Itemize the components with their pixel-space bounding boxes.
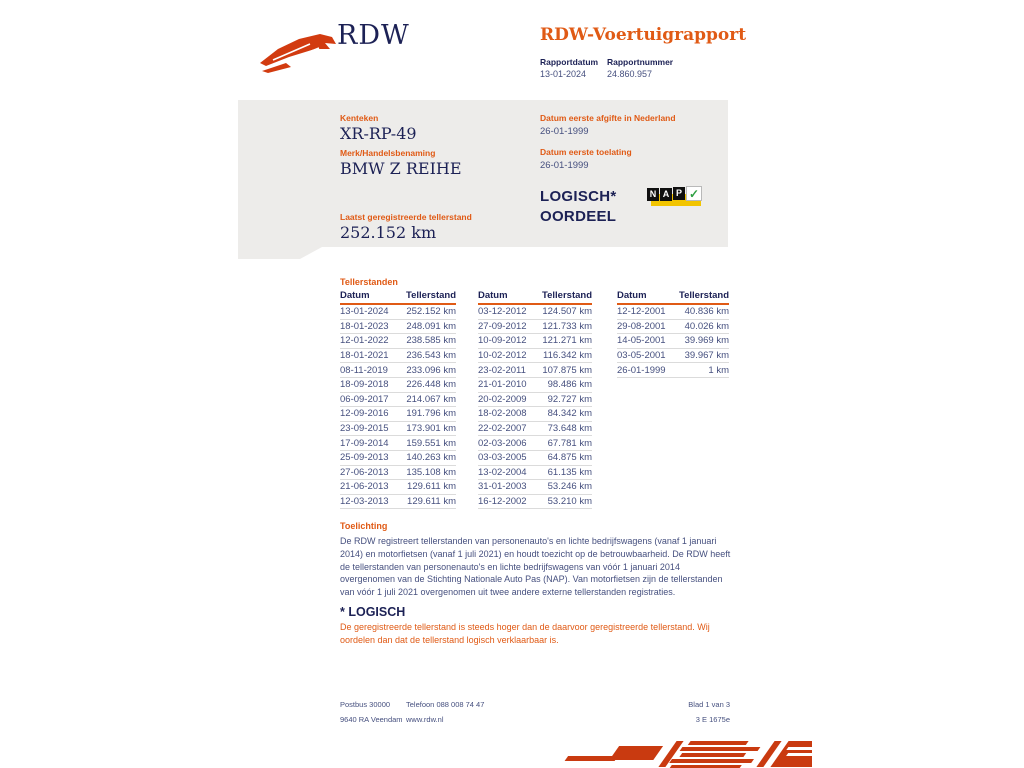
table-row <box>478 320 592 335</box>
footer-page-number: Blad 1 van 3 <box>688 700 730 709</box>
table-row <box>617 334 729 349</box>
toelichting-body: De RDW registreert tellerstanden van personenauto's en lichte bedrijfswagens (vanaf 1 januari 2014) en motorfietsen (vanaf 1 juli 2021) en houdt toezicht op de betrouwbaarheid. De RDW heeft de tellerstanden van personenauto's en lichte bedrijfswagens van vóór 1 januari 2014 overgenomen van de Stichting Nationale Auto Pas (NAP). Van motorfietsen zijn de tellerstanden van vóór 1 juli 2021 overgenomen uit twee andere externe tellerstanden registraties. <box>340 536 731 598</box>
table-row <box>340 436 456 451</box>
datum-column-header: Datum <box>478 290 508 301</box>
datum-cell: 06-09-2017 <box>340 393 389 405</box>
datum-cell: 18-01-2023 <box>340 320 389 332</box>
table-row <box>340 363 456 378</box>
tellerstand-cell: 191.796 km <box>406 408 456 420</box>
datum-cell: 20-02-2009 <box>478 393 527 405</box>
table-row <box>478 305 592 320</box>
datum-cell: 26-01-1999 <box>617 364 666 376</box>
tellerstand-cell: 233.096 km <box>406 364 456 376</box>
tellerstand-cell: 135.108 km <box>406 466 456 478</box>
table-row <box>340 378 456 393</box>
datum-cell: 18-09-2018 <box>340 379 389 391</box>
tellerstand-label: Laatst geregistreerde tellerstand <box>340 212 472 222</box>
table-row <box>478 363 592 378</box>
datum-column-header: Datum <box>617 290 647 301</box>
report-number-label: Rapportnummer <box>607 57 674 67</box>
table-row <box>478 422 592 437</box>
datum-cell: 10-02-2012 <box>478 350 527 362</box>
tellerstand-cell: 129.611 km <box>407 496 456 508</box>
table-row <box>617 305 729 320</box>
tellerstand-column-header: Tellerstand <box>679 290 729 301</box>
table-header-row <box>478 290 592 305</box>
table-row <box>478 466 592 481</box>
decorative-stripe-pattern-icon <box>556 739 812 768</box>
afgifte-value: 26-01-1999 <box>540 126 589 137</box>
table-row <box>478 407 592 422</box>
nap-letter-a: A <box>660 188 672 201</box>
tellerstand-cell: 1 km <box>708 364 729 376</box>
tellerstand-cell: 129.611 km <box>407 481 456 493</box>
table-row <box>478 436 592 451</box>
tellerstand-cell: 214.067 km <box>406 393 456 405</box>
datum-cell: 18-02-2008 <box>478 408 527 420</box>
tellerstand-cell: 61.135 km <box>547 466 592 478</box>
datum-cell: 12-09-2016 <box>340 408 389 420</box>
table-row <box>617 320 729 335</box>
tellerstand-cell: 159.551 km <box>406 437 456 449</box>
tellerstand-cell: 98.486 km <box>547 379 592 391</box>
footer-address-line1: Postbus 30000 <box>340 700 391 709</box>
toelating-value: 26-01-1999 <box>540 160 589 171</box>
table-row <box>617 349 729 364</box>
tellerstand-cell: 40.836 km <box>684 306 729 318</box>
datum-column-header: Datum <box>340 290 370 301</box>
footer-phone: Telefoon 088 008 74 47 <box>406 700 485 709</box>
kenteken-value: XR-RP-49 <box>340 124 417 143</box>
tellerstand-cell: 67.781 km <box>547 437 592 449</box>
table-row <box>340 393 456 408</box>
table-row <box>617 363 729 378</box>
table-row <box>478 393 592 408</box>
table-row <box>340 320 456 335</box>
tellerstand-cell: 53.246 km <box>547 481 592 493</box>
tellerstand-column-header: Tellerstand <box>406 290 456 301</box>
datum-cell: 13-01-2024 <box>340 306 389 318</box>
tellerstand-cell: 107.875 km <box>542 364 592 376</box>
tellerstand-cell: 238.585 km <box>406 335 456 347</box>
datum-cell: 23-09-2015 <box>340 423 389 435</box>
merk-value: BMW Z REIHE <box>340 159 462 178</box>
tellerstand-cell: 252.152 km <box>406 306 456 318</box>
tellerstand-cell: 236.543 km <box>406 350 456 362</box>
datum-cell: 12-03-2013 <box>340 496 389 508</box>
tellerstand-cell: 121.271 km <box>542 335 592 347</box>
datum-cell: 03-03-2005 <box>478 452 527 464</box>
datum-cell: 25-09-2013 <box>340 452 389 464</box>
datum-cell: 18-01-2021 <box>340 350 389 362</box>
tellerstand-cell: 226.448 km <box>406 379 456 391</box>
datum-cell: 17-09-2014 <box>340 437 389 449</box>
footer-doc-code: 3 E 1675e <box>695 715 730 724</box>
table-header-row <box>617 290 729 305</box>
toelichting-heading: Toelichting <box>340 521 388 531</box>
nap-logo-icon <box>647 185 705 207</box>
datum-cell: 21-06-2013 <box>340 481 389 493</box>
datum-cell: 14-05-2001 <box>617 335 666 347</box>
table-row <box>340 305 456 320</box>
tellerstand-cell: 73.648 km <box>547 423 592 435</box>
datum-cell: 03-05-2001 <box>617 350 666 362</box>
tellerstand-value: 252.152 km <box>340 223 437 242</box>
datum-cell: 12-01-2022 <box>340 335 389 347</box>
datum-cell: 13-02-2004 <box>478 466 527 478</box>
datum-cell: 03-12-2012 <box>478 306 527 318</box>
footer-website: www.rdw.nl <box>406 715 444 724</box>
tellerstand-cell: 124.507 km <box>542 306 592 318</box>
datum-cell: 08-11-2019 <box>340 364 388 376</box>
oordeel-line2: OORDEEL <box>540 208 617 225</box>
nap-checkmark-icon: ✓ <box>686 186 702 201</box>
logisch-note: De geregistreerde tellerstand is steeds hoger dan de daarvoor geregistreerde tellerstand. Wij oordelen dan dat de tellerstand logisch verklaarbaar is. <box>340 622 710 645</box>
table-row <box>340 480 456 495</box>
datum-cell: 22-02-2007 <box>478 423 527 435</box>
table-row <box>340 349 456 364</box>
datum-cell: 12-12-2001 <box>617 306 666 318</box>
tellerstand-column-header: Tellerstand <box>542 290 592 301</box>
merk-label: Merk/Handelsbenaming <box>340 148 436 158</box>
tellerstand-cell: 53.210 km <box>547 496 592 508</box>
nap-letter-n: N <box>647 188 659 201</box>
table-row <box>478 334 592 349</box>
report-date-label: Rapportdatum <box>540 57 599 67</box>
table-row <box>340 422 456 437</box>
datum-cell: 16-12-2002 <box>478 496 527 508</box>
tellerstand-cell: 121.733 km <box>542 320 592 332</box>
report-number-value: 24.860.957 <box>607 69 653 79</box>
table-header-row <box>340 290 456 305</box>
datum-cell: 02-03-2006 <box>478 437 527 449</box>
tellerstand-cell: 92.727 km <box>547 393 592 405</box>
kenteken-label: Kenteken <box>340 113 379 123</box>
vehicle-summary-box <box>238 100 728 259</box>
table-row <box>478 378 592 393</box>
afgifte-label: Datum eerste afgifte in Nederland <box>540 113 676 123</box>
table-row <box>340 334 456 349</box>
tellerstand-cell: 64.875 km <box>547 452 592 464</box>
report-date-value: 13-01-2024 <box>540 69 587 79</box>
rdw-wordmark: RDW <box>337 20 410 51</box>
nap-letter-p: P <box>673 187 685 200</box>
tellerstand-cell: 39.969 km <box>684 335 729 347</box>
table-row <box>478 480 592 495</box>
datum-cell: 21-01-2010 <box>478 379 527 391</box>
table-row <box>340 495 456 510</box>
rdw-bird-logo-icon <box>259 33 337 73</box>
tellerstanden-column-3 <box>617 290 729 378</box>
tellerstanden-heading: Tellerstanden <box>340 277 398 287</box>
tellerstand-cell: 39.967 km <box>684 350 729 362</box>
tellerstanden-column-1 <box>340 290 456 509</box>
table-row <box>340 407 456 422</box>
datum-cell: 23-02-2011 <box>478 364 526 376</box>
table-row <box>478 451 592 466</box>
table-row <box>478 495 592 510</box>
tellerstand-cell: 140.263 km <box>406 452 456 464</box>
datum-cell: 27-06-2013 <box>340 466 389 478</box>
toelating-label: Datum eerste toelating <box>540 147 632 157</box>
document-title: RDW-Voertuigrapport <box>540 25 747 45</box>
datum-cell: 27-09-2012 <box>478 320 527 332</box>
tellerstand-cell: 248.091 km <box>406 320 456 332</box>
datum-cell: 29-08-2001 <box>617 320 666 332</box>
tellerstand-cell: 173.901 km <box>406 423 456 435</box>
table-row <box>478 349 592 364</box>
datum-cell: 10-09-2012 <box>478 335 527 347</box>
tellerstand-cell: 40.026 km <box>684 320 729 332</box>
tellerstand-cell: 116.342 km <box>543 350 592 362</box>
footer-address-line2: 9640 RA Veendam <box>340 715 403 724</box>
tellerstanden-column-2 <box>478 290 592 509</box>
logisch-heading: * LOGISCH <box>340 605 406 619</box>
tellerstand-cell: 84.342 km <box>547 408 592 420</box>
oordeel-line1: LOGISCH* <box>540 188 617 205</box>
table-row <box>340 466 456 481</box>
datum-cell: 31-01-2003 <box>478 481 527 493</box>
table-row <box>340 451 456 466</box>
